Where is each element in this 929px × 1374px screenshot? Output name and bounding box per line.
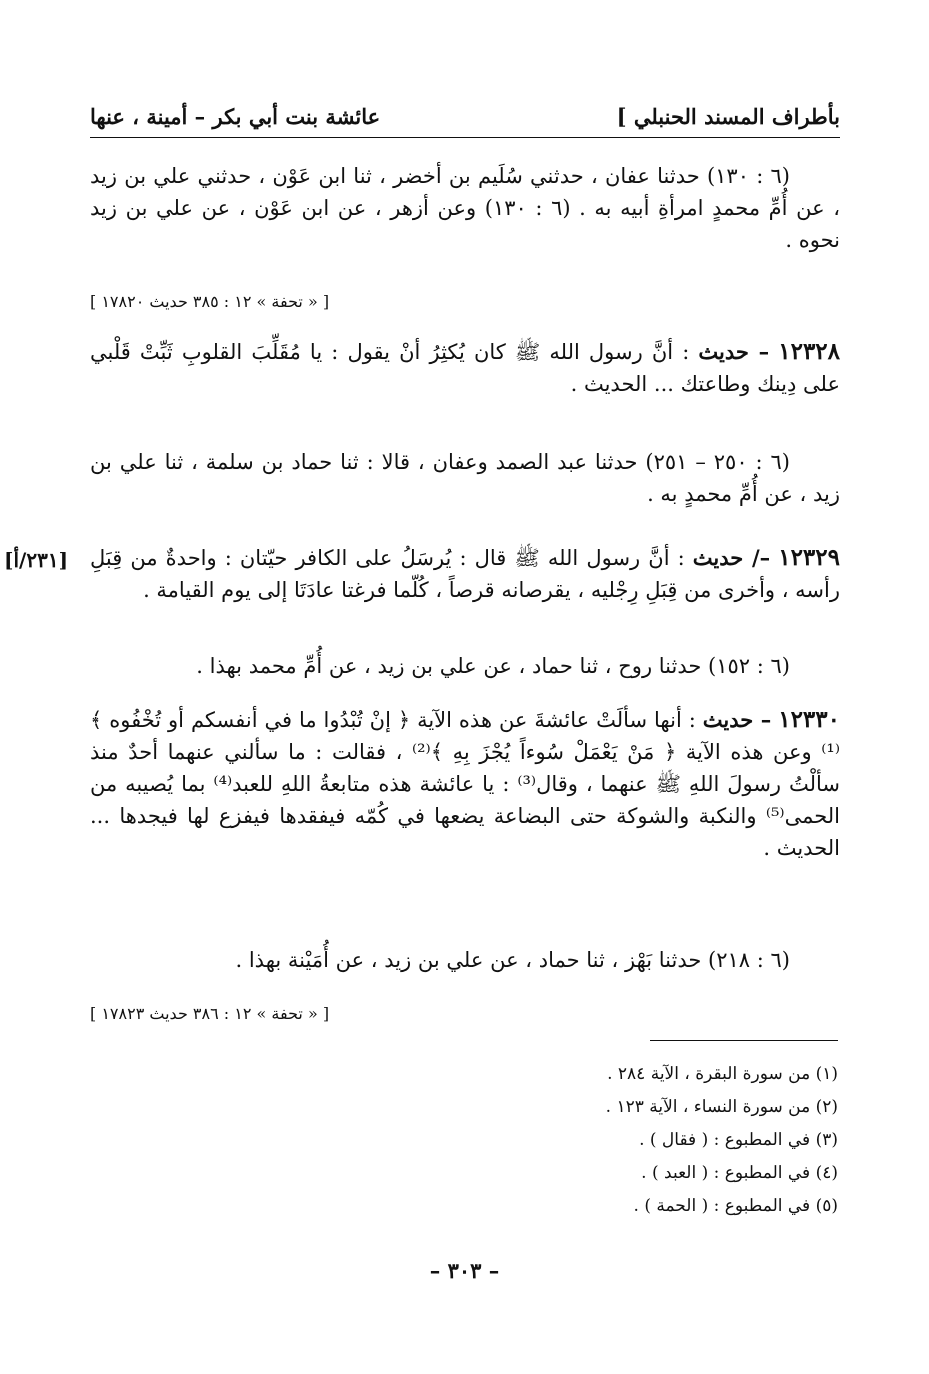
hadith-paragraph	[90, 542, 840, 606]
tuhfa-reference: [ « تحفة » ١٢ : ٣٨٦ حديث ١٧٨٢٣ ]	[90, 1004, 330, 1023]
footnote: (١) من سورة البقرة ، الآية ٢٨٤ .	[607, 1064, 838, 1084]
footnote-rule	[650, 1040, 838, 1041]
tuhfa-reference: [ « تحفة » ١٢ : ٣٨٥ حديث ١٧٨٢٠ ]	[90, 292, 330, 311]
hadith-text: : أنَّ رسول الله ﷺ كان يُكثِرُ أنْ يقول : يا مُقَلِّبَ القلوبِ ثَبِّتْ قَلْبي على دِينك وطاعتك ... الحديث .	[90, 340, 840, 396]
isnad-text: (٦ : ١٥٢) حدثنا روح ، ثنا حماد ، عن علي بن زيد ، عن أُمِّ محمد بهذا .	[196, 654, 790, 678]
isnad-paragraph	[90, 650, 840, 682]
header-rule	[90, 137, 840, 138]
hadith-paragraph	[90, 336, 840, 400]
header-section-title: عائشة بنت أبي بكر – أمينة ، عنها	[90, 104, 381, 129]
isnad-paragraph	[90, 160, 840, 256]
page-number: – ٣٠٣ –	[429, 1258, 500, 1283]
isnad-paragraph	[90, 446, 840, 510]
isnad-text: (٦ : ٢٥٠ – ٢٥١) حدثنا عبد الصمد وعفان ، قالا : ثنا حماد بن سلمة ، ثنا علي بن زيد ، عن أُمِّ محمدٍ به .	[90, 450, 840, 506]
footnotes	[90, 1058, 838, 1223]
footnote: (٤) في المطبوع : ( العبد ) .	[641, 1163, 838, 1183]
hadith-paragraph	[90, 704, 840, 864]
running-header	[90, 98, 840, 134]
isnad-text: (٦ : ١٣٠) حدثنا عفان ، حدثني سُلَيم بن أخضر ، ثنا ابن عَوْن ، حدثني علي بن زيد ، عن أُمِّ محمدٍ امرأةِ أبيه به . (٦ : ١٣٠) وعن أزهر ، عن ابن عَوْن ، عن علي بن زيد نحوه .	[90, 164, 840, 252]
hadith-keyword: – حديث	[702, 707, 772, 732]
footnote: (٥) في المطبوع : ( الحمة ) .	[633, 1196, 838, 1216]
isnad-paragraph	[90, 944, 840, 976]
hadith-number: ١٢٣٢٨	[778, 338, 841, 365]
hadith-number: ١٢٣٢٩	[778, 544, 840, 571]
isnad-text: (٦ : ٢١٨) حدثنا بَهْز ، ثنا حماد ، عن علي بن زيد ، عن أُمَيْنة بهذا .	[235, 948, 790, 972]
hadith-number: ١٢٣٣٠	[778, 706, 840, 733]
hadith-keyword: – حديث	[698, 339, 770, 364]
hadith-text: : أنها سألَتْ عائشةَ عن هذه الآية ﴿ إنْ تُبْدُوا ما في أنفسكم أو تُخْفُوه ﴾⁽¹⁾ وعن هذه الآية ﴿ مَنْ يَعْمَلْ سُوءاً يُجْزَ بِهِ ﴾⁽²⁾ ، فقالت : ما سألني عنهما أحدٌ منذ سألْتُ رسولَ اللهِ ﷺ عنهما ، وقال⁽³⁾ : يا عائشة هذه متابعةُ اللهِ للعبد⁽⁴⁾ بما يُصيبه من الحمى⁽⁵⁾ والنكبة والشوكة حتى البضاعة يضعها في كُمّه فيفقدها فيفزع لها فيجدها ... الحديث .	[90, 708, 841, 860]
hadith-text: : أنَّ رسول الله ﷺ قال : يُرسَلُ على الكافر حيّتان : واحدةٌ من قِبَلِ رأسه ، وأخرى من قِبَلِ رِجْليه ، يقرصانه قرصاً ، كُلّما فرغتا عادَتَا إلى يوم القيامة .	[90, 546, 840, 602]
footnote: (٢) من سورة النساء ، الآية ١٢٣ .	[605, 1097, 838, 1117]
footnote: (٣) في المطبوع : ( فقال ) .	[639, 1130, 838, 1150]
header-book-title: بأطراف المسند الحنبلي ]	[616, 104, 840, 129]
margin-folio-note: [٢٣١/أ]	[4, 548, 69, 572]
hadith-keyword: –/ حديث	[692, 545, 771, 570]
